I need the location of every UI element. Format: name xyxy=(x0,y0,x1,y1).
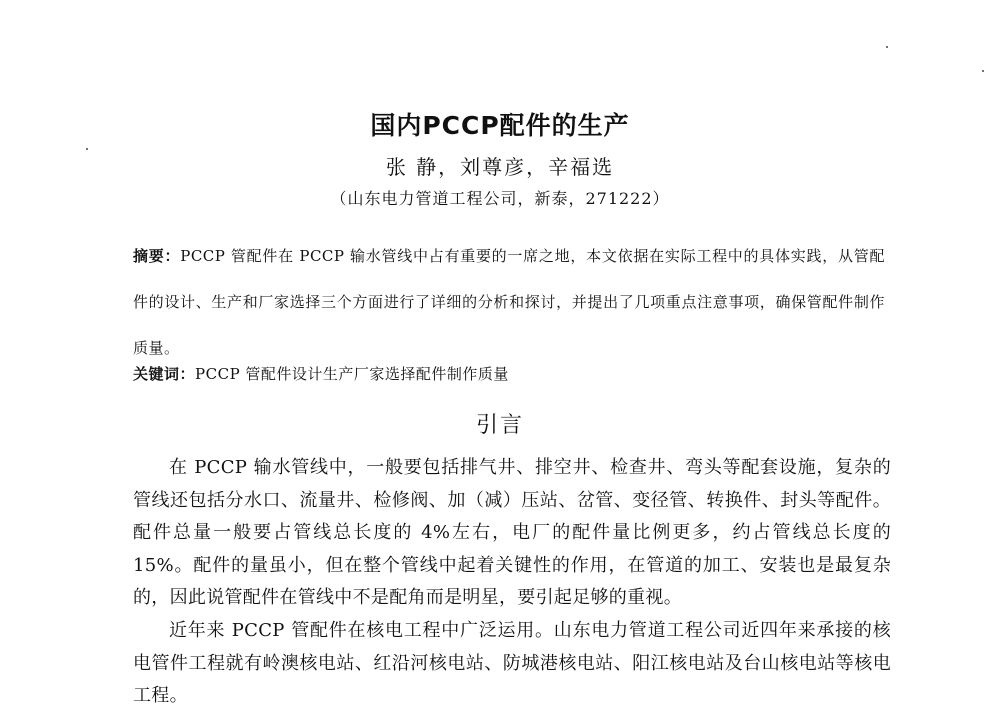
keywords-text: PCCP 管配件设计生产厂家选择配件制作质量 xyxy=(195,365,509,383)
abstract-block xyxy=(133,233,885,371)
abstract-label: 摘要： xyxy=(133,247,181,265)
scan-speck xyxy=(886,46,888,48)
scan-speck xyxy=(982,70,984,72)
paper-title: 国内PCCP配件的生产 xyxy=(370,111,630,140)
paper-affiliation: （山东电力管道工程公司，新泰，271222） xyxy=(330,189,670,208)
section-heading-introduction: 引言 xyxy=(475,413,524,438)
keywords-block xyxy=(133,363,885,384)
paper-authors: 张 静，刘尊彦，辛福选 xyxy=(385,155,615,179)
scan-speck xyxy=(86,148,88,150)
body-paragraph: 在 PCCP 输水管线中，一般要包括排气井、排空井、检查井、弯头等配套设施，复杂的管线还包括分水口、流量井、检修阀、加（减）压站、岔管、变径管、转换件、封头等配件。配件总量一般要占管线总长度的 4%左右，电厂的配件量比例更多，约占管线总长度的 15%。配件的量虽小，但在整个管线中起着关键性的作用，在管道的加工、安装也是最复杂的，因此说管配件在管线中不是配角而是明星，要引起足够的重视。 xyxy=(133,457,891,609)
abstract-text: PCCP 管配件在 PCCP 输水管线中占有重要的一席之地，本文依据在实际工程中的具体实践，从管配件的设计、生产和厂家选择三个方面进行了详细的分析和探讨，并提出了几项重点注意事项，确保管配件制作质量。 xyxy=(133,247,885,357)
introduction-body xyxy=(133,452,891,713)
body-paragraph: 近年来 PCCP 管配件在核电工程中广泛运用。山东电力管道工程公司近四年来承接的核电管件工程就有岭澳核电站、红沿河核电站、防城港核电站、阳江核电站及台山核电站等核电工程。 xyxy=(133,619,891,707)
keywords-label: 关键词： xyxy=(133,365,196,383)
